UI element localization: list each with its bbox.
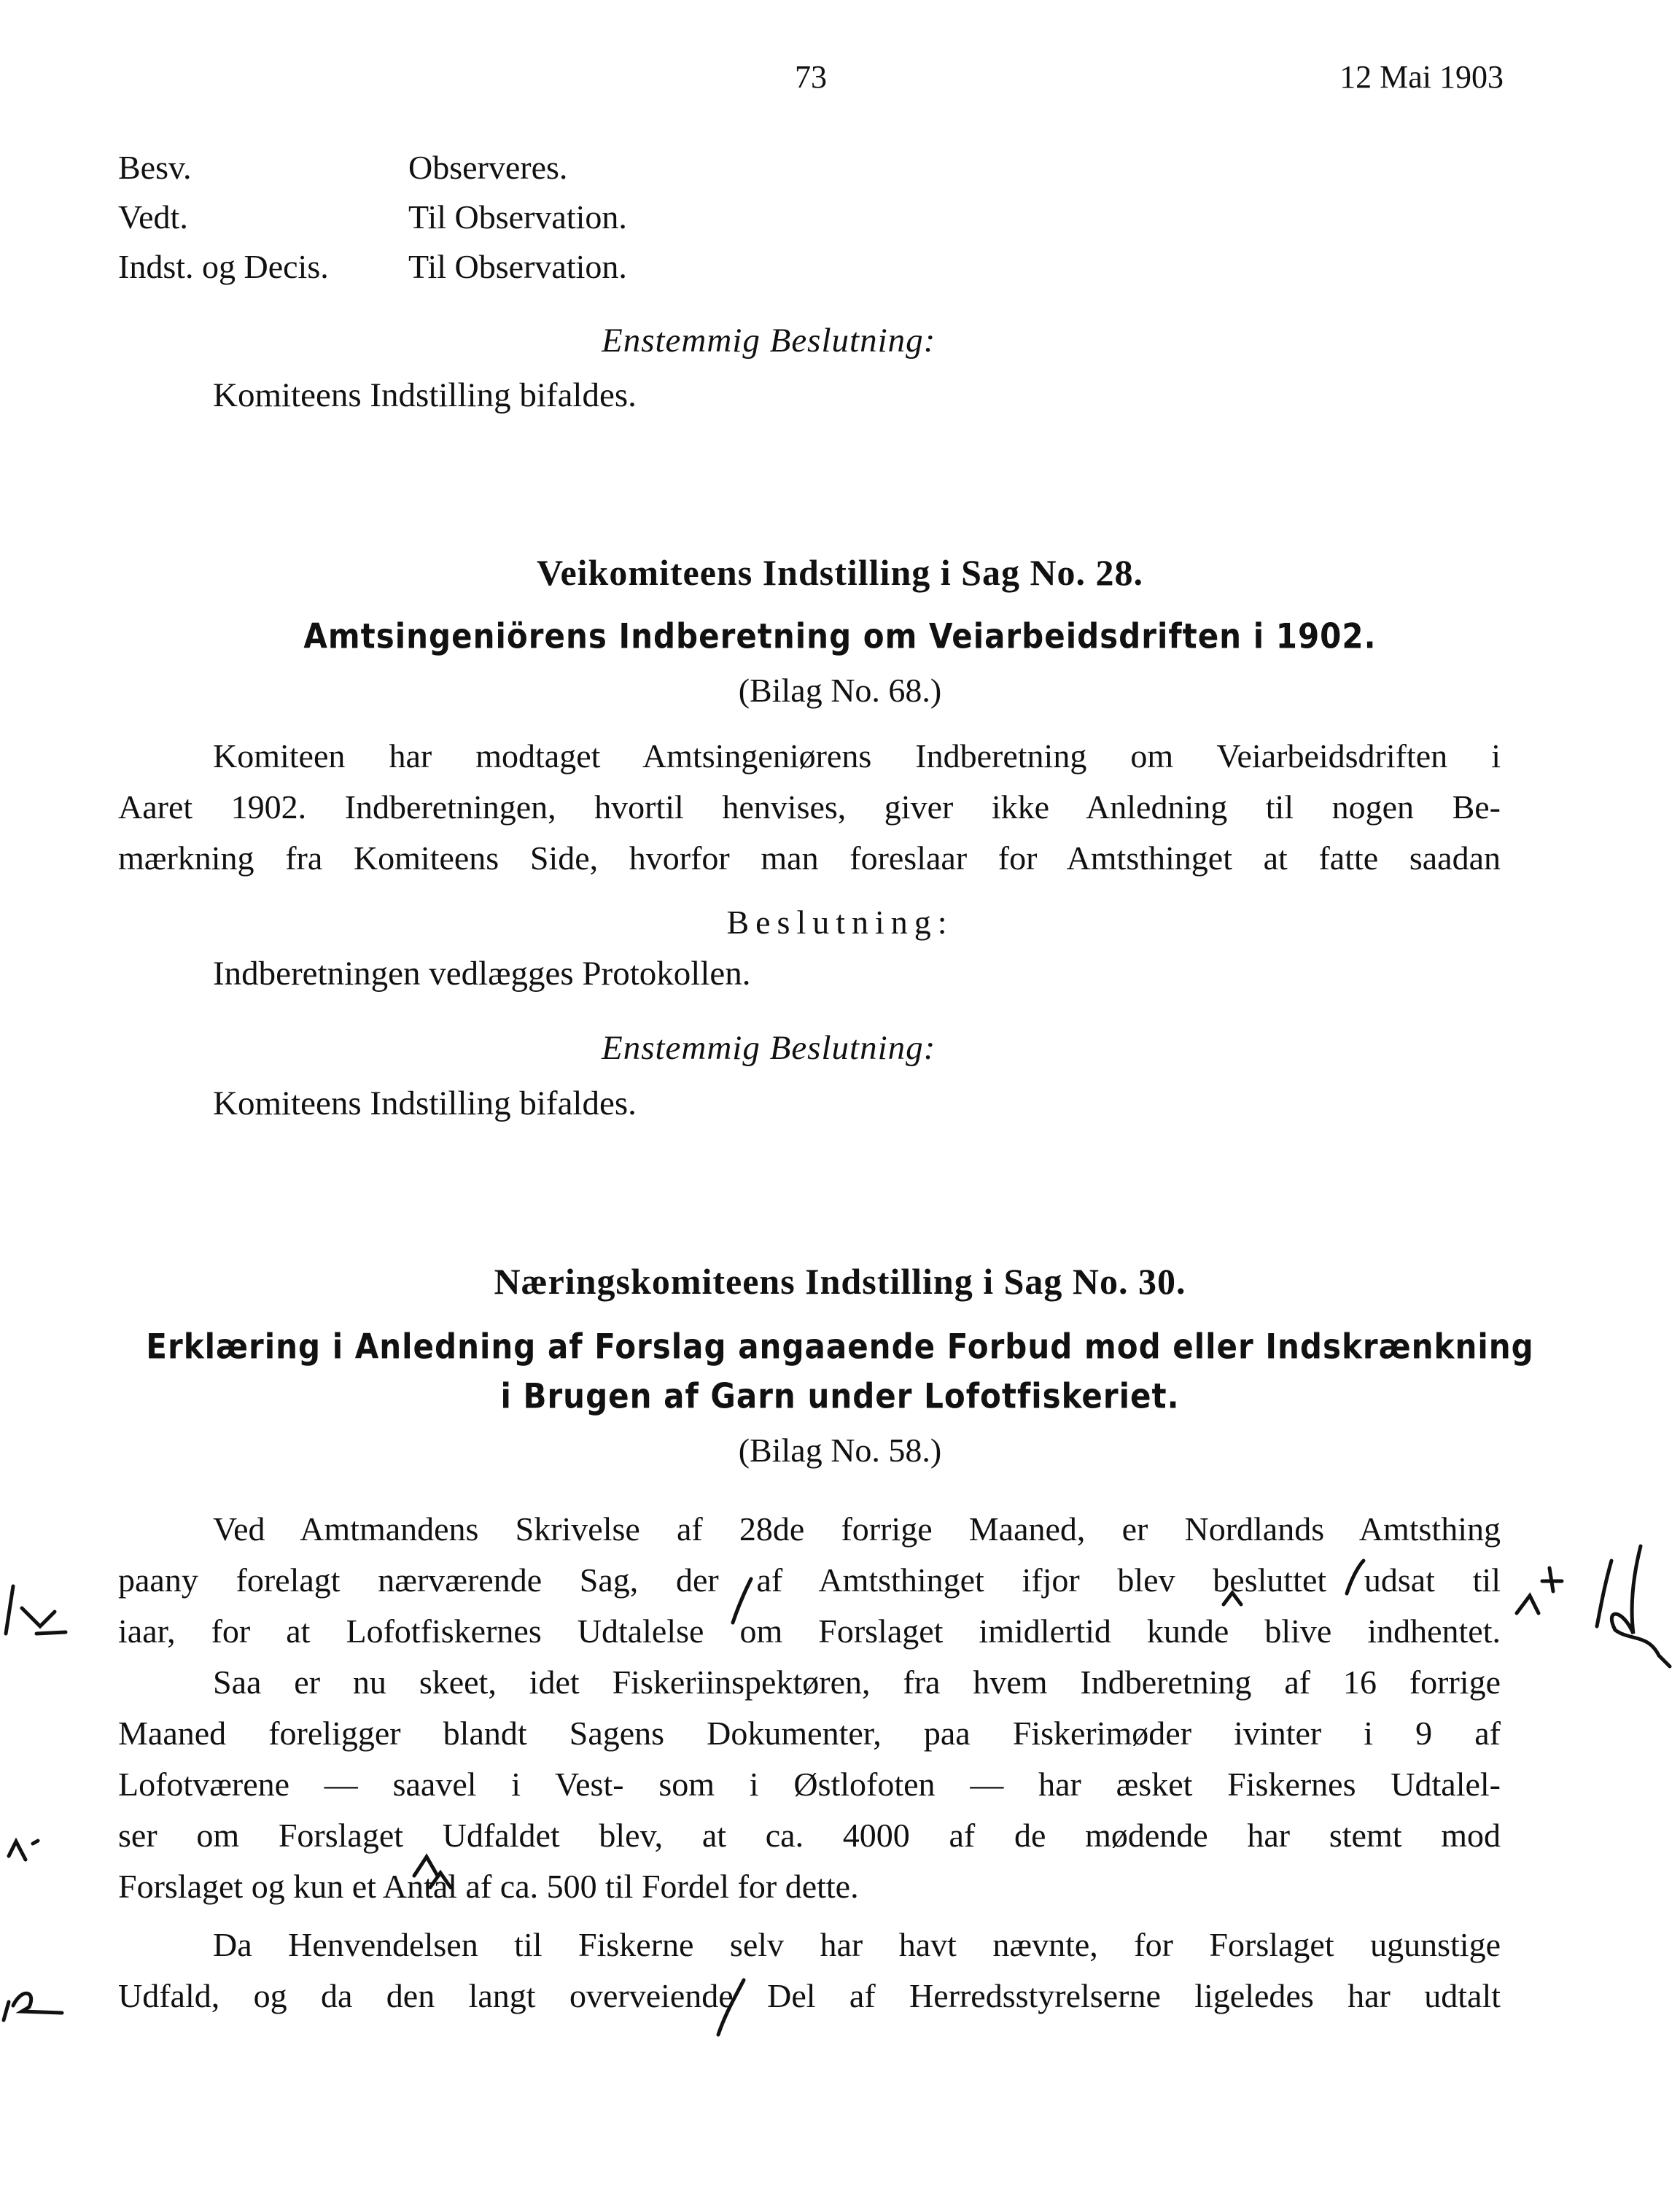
vote-label: Vedt. (118, 198, 188, 236)
resolution-text: Indberetningen vedlægges Protokollen. (213, 955, 751, 993)
paragraph-line: Udfald, og da den langt overveiende Del af Herredsstyrelserne ligeledes har udtalt (118, 1977, 1501, 2014)
insertion-caret (430, 1873, 451, 1887)
paragraph-line: Saa er nu skeet, idet Fiskeriinspektøren, fra hvem Indberetning af 16 forrige (213, 1664, 1501, 1701)
decision-text: Komiteens Indstilling bifaldes. (213, 1084, 637, 1122)
paragraph-line: ser om Forslaget Udfaldet blev, at ca. 4000 af de mødende har stemt mod (118, 1817, 1501, 1854)
paragraph-line: Komiteen har modtaget Amtsingeniørens Indberetning om Veiarbeidsdriften i (213, 737, 1501, 775)
paragraph-line: Aaret 1902. Indberetningen, hvortil henvises, giver ikke Anledning til nogen Be- (118, 788, 1501, 826)
margin-insertion-mark (9, 1841, 38, 1860)
section-subtitle: Erklæring i Anledning af Forslag angaaende Forbud mod eller Indskrænkning (146, 1327, 1534, 1367)
decision-heading: Enstemmig Beslutning: (602, 1029, 936, 1067)
section-title: Næringskomiteens Indstilling i Sag No. 30. (494, 1261, 1186, 1302)
paragraph-line: paany forelagt nærværende Sag, der af Amtsthinget ifjor blev besluttet udsat til (118, 1561, 1501, 1599)
attachment-reference: (Bilag No. 58.) (738, 1432, 942, 1469)
attachment-reference: (Bilag No. 68.) (738, 672, 942, 709)
paragraph-line: Forslaget og kun et Antal af ca. 500 til Fordel for dette. (118, 1868, 859, 1905)
insertion-caret (414, 1857, 438, 1876)
page-number: 73 (795, 59, 827, 95)
vote-value: Til Observation. (408, 198, 627, 236)
strike-mark (1347, 1561, 1364, 1594)
decision-text: Komiteens Indstilling bifaldes. (213, 376, 637, 414)
resolution-heading: Beslutning: (726, 904, 954, 941)
section-subtitle: Amtsingeniörens Indberetning om Veiarbeidsdriften i 1902. (303, 616, 1377, 656)
paragraph-line: Ved Amtmandens Skrivelse af 28de forrige Maaned, er Nordlands Amtsthing (213, 1510, 1501, 1548)
strike-mark (718, 1980, 744, 2035)
vote-value: Til Observation. (408, 248, 627, 285)
margin-correction-mark (4, 1993, 62, 2020)
margin-correction-mark (1517, 1546, 1670, 1666)
section-subtitle: i Brugen af Garn under Lofotfiskeriet. (500, 1376, 1180, 1416)
margin-correction-mark (6, 1586, 66, 1634)
section-title: Veikomiteens Indstilling i Sag No. 28. (536, 552, 1144, 593)
insertion-caret (1224, 1593, 1241, 1604)
paragraph-line: iaar, for at Lofotfiskernes Udtalelse om Forslaget imidlertid kunde blive indhentet. (118, 1612, 1501, 1650)
paragraph-line: mærkning fra Komiteens Side, hvorfor man foreslaar for Amtsthinget at fatte saadan (118, 839, 1501, 877)
paragraph-line: Lofotværene — saavel i Vest- som i Østlofoten — har æsket Fiskernes Udtalel- (118, 1766, 1501, 1803)
vote-value: Observeres. (408, 149, 568, 186)
vote-label: Besv. (118, 149, 192, 186)
vote-label: Indst. og Decis. (118, 248, 329, 285)
paragraph-line: Maaned foreligger blandt Sagens Dokumenter, paa Fiskerimøder ivinter i 9 af (118, 1715, 1501, 1752)
paragraph-line: Da Henvendelsen til Fiskerne selv har havt nævnte, for Forslaget ugunstige (213, 1926, 1501, 1963)
decision-heading: Enstemmig Beslutning: (602, 322, 936, 360)
page-date: 12 Mai 1903 (1339, 59, 1504, 95)
strike-mark (733, 1579, 751, 1623)
